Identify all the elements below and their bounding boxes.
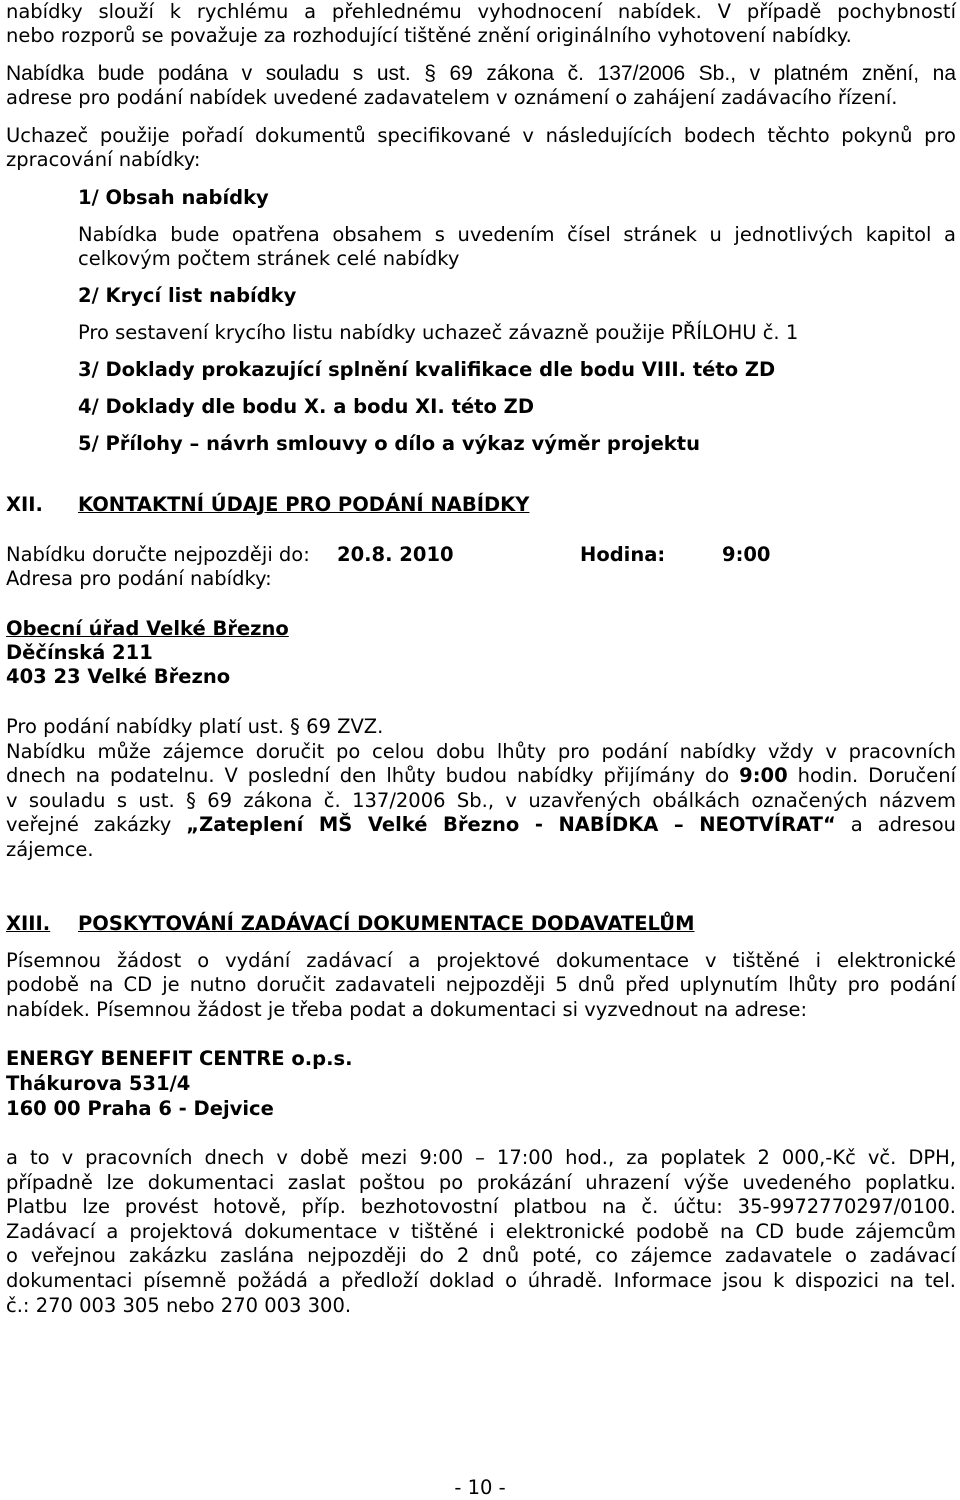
xiii-info-4: Zadávací a projektová dokumentace v tištěné i elektronické podobě na CD bude zájemcům [6,1220,956,1243]
xiii-address-3: 160 00 Praha 6 - Dejvice [6,1097,274,1120]
xii-para-5-a: veřejné zakázky [6,813,187,836]
xii-para-2: Nabídku může zájemce doručit po celou dobu lhůty pro podání nabídky vždy v pracovních [6,740,956,763]
item-1-title: 1/ Obsah nabídky [78,186,269,209]
xii-para-6: zájemce. [6,838,94,861]
address-line-3: 403 23 Velké Březno [6,665,231,688]
item-4-title: 4/ Doklady dle bodu X. a bodu XI. této ZD [78,395,535,418]
intro-line-2: nebo rozporů se považuje za rozhodující tištěné znění originálního vyhotovení nabídky. [6,24,852,47]
intro-line-6: zpracování nabídky: [6,148,201,171]
xii-para-3-a: dnech na podatelnu. V poslední den lhůty budou nabídky přijímány do [6,764,740,787]
intro-line-1: nabídky slouží k rychlému a přehlednému vyhodnocení nabídek. V případě pochybností [6,0,956,23]
address-line-1: Obecní úřad Velké Březno [6,617,289,640]
item-1-text-a: Nabídka bude opatřena obsahem s uvedením čísel stránek u jednotlivých kapitol a [78,223,956,246]
item-3-title: 3/ Doklady prokazující splnění kvalifikace dle bodu VIII. této ZD [78,358,776,381]
xii-para-5 [6,813,956,837]
deadline-label: Nabídku doručte nejpozději do: [6,543,310,566]
intro-line-4: adrese pro podání nabídek uvedené zadavatelem v oznámení o zahájení zadávacího řízení. [6,86,898,109]
xiii-info-1: a to v pracovních dnech v době mezi 9:00 – 17:00 hod., za poplatek 2 000,-Kč vč. DPH, [6,1146,956,1169]
xii-para-5-c: a adresou [835,813,956,836]
xiii-para-2: podobě na CD je nutno doručit zadavateli nejpozději 5 dnů před uplynutím lhůty pro podání [6,973,956,996]
item-1-text-b: celkovým počtem stránek celé nabídky [78,247,460,270]
xii-para-3-time: 9:00 [739,764,788,787]
xii-para-3 [6,764,956,788]
item-2-text: Pro sestavení krycího listu nabídky uchazeč závazně použije PŘÍLOHU č. 1 [78,321,799,344]
xii-para-5-title: „Zateplení MŠ Velké Březno - NABÍDKA – NEOTVÍRAT“ [186,813,836,836]
xiii-info-5: o veřejnou zakázku zaslána nejpozději do 2 dnů poté, co zájemce zadavatele o zadávací [6,1244,956,1267]
xiii-info-6: dokumentaci písemně požádá a předloží doklad o úhradě. Informace jsou k dispozici na tel. [6,1269,956,1292]
xiii-para-1: Písemnou žádost o vydání zadávací a projektové dokumentace v tištěné i elektronické [6,949,956,972]
item-2-title: 2/ Krycí list nabídky [78,284,297,307]
xii-para-4: v souladu s ust. § 69 zákona č. 137/2006 Sb., v uzavřených obálkách označených názvem [6,789,956,812]
xii-para-1: Pro podání nabídky platí ust. § 69 ZVZ. [6,715,384,738]
xiii-info-2: případně lze dokumentaci zaslat poštou po prokázání uhrazení výše uvedeného poplatku. [6,1171,956,1194]
intro-line-3: Nabídka bude podána v souladu s ust. § 69 zákona č. 137/2006 Sb., v platném znění, na [6,62,956,85]
xii-para-3-c: hodin. Doručení [787,764,956,787]
address-label: Adresa pro podání nabídky: [6,567,272,590]
address-line-2: Děčínská 211 [6,641,153,664]
xiii-info-3: Platbu lze provést hotově, příp. bezhotovostní platbou na č. účtu: 35-9972770297/0100. [6,1195,956,1218]
xiii-address-2: Thákurova 531/4 [6,1072,191,1095]
section-xiii-title: POSKYTOVÁNÍ ZADÁVACÍ DOKUMENTACE DODAVATELŮM [78,912,695,935]
intro-line-5: Uchazeč použije pořadí dokumentů specifikované v následujících bodech těchto pokynů pro [6,124,956,147]
xiii-info-7: č.: 270 003 305 nebo 270 003 300. [6,1294,352,1317]
xiii-para-3: nabídek. Písemnou žádost je třeba podat a dokumentaci si vyzvednout na adrese: [6,998,808,1021]
section-xii-title: KONTAKTNÍ ÚDAJE PRO PODÁNÍ NABÍDKY [78,493,530,516]
section-xiii-number: XIII. [6,912,51,935]
page-number: - 10 - [454,1476,506,1499]
hour-value: 9:00 [722,543,771,566]
xiii-address-1: ENERGY BENEFIT CENTRE o.p.s. [6,1047,353,1070]
deadline-date: 20.8. 2010 [337,543,454,566]
item-5-title: 5/ Přílohy – návrh smlouvy o dílo a výkaz výměr projektu [78,432,700,455]
hour-label: Hodina: [580,543,666,566]
section-xii-number: XII. [6,493,43,516]
